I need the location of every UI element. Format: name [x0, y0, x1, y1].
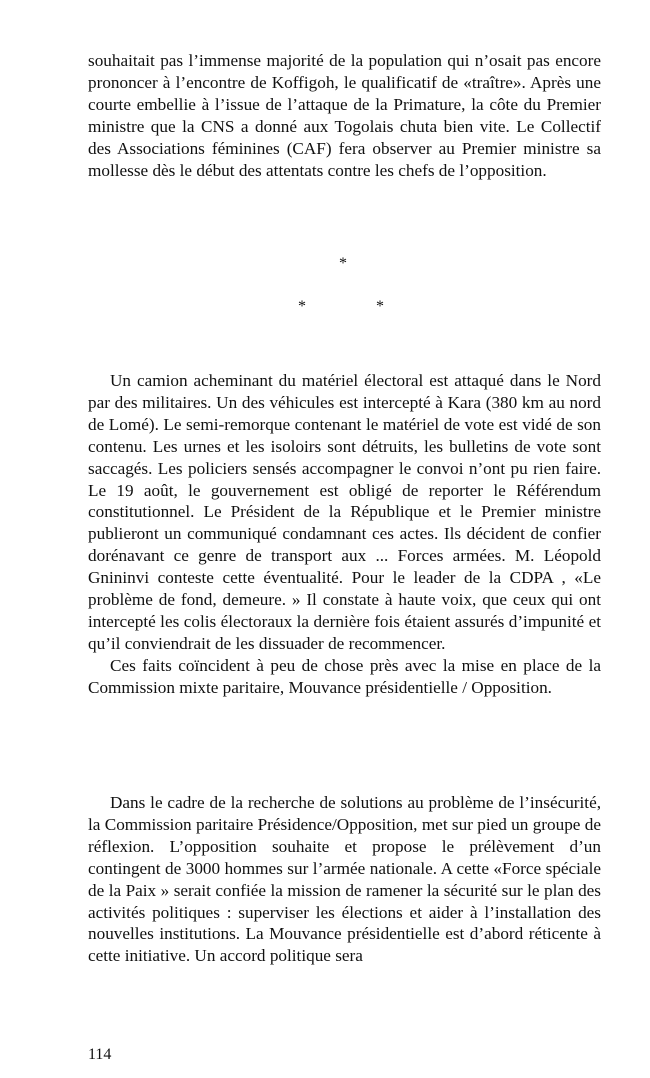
paragraph-commission: Ces faits coïncident à peu de chose près avec la mise en place de la Commission mixte paritaire, Mouvance présidentielle / Opposition. [88, 655, 601, 697]
paragraph-security: Dans le cadre de la recherche de solutions au problème de l’insécurité, la Commission paritaire Présidence/Opposition, met sur pied un groupe de réflexion. L’opposition souhaite et propose le prélèvement d’un contingent de 3000 hommes sur l’armée nationale. A cette «Force spéciale de la Paix » serait confiée la mission de ramener la sécurité sur le plan des activités politiques : superviser les élections et aider à l’installation des nouvelles institutions. La Mouvance présidentielle est d’abord réticente à cette initiative. Un accord politique sera [88, 793, 601, 966]
page-number: 114 [88, 1046, 112, 1063]
closing-text [88, 792, 601, 967]
asterisk-left: * [298, 298, 306, 315]
paragraph-continuation: souhaitait pas l’immense majorité de la population qui n’osait pas encore prononcer à l’encontre de Koffigoh, le qualificatif de «traître». Après une courte embellie à l’issue de l’attaque de la Primature, la côte du Premier ministre que la CNS a donné aux Togolais chuta bien vite. Le Collectif des Associations féminines (CAF) fera observer au Premier ministre sa mollesse dès le début des attentats contre les chefs de l’opposition. [88, 51, 601, 180]
paragraph-convoy-attack: Un camion acheminant du matériel électoral est attaqué dans le Nord par des militaires. Un des véhicules est intercepté à Kara (380 km au nord de Lomé). Le semi-remorque contenant le matériel de vote est vidé de son contenu. Les urnes et les isoloirs sont détruits, les bulletins de vote sont saccagés. Les policiers sensés accompagner le convoi n’ont pu rien faire. Le 19 août, le gouvernement est obligé de reporter le Référendum constitutionnel. Le Président de la République et le Premier ministre publieront un communiqué condamnant ces actes. Ils décident de confier dorénavant ce genre de transport aux ... Forces armées. M. Léopold Gnininvi conteste cette éventualité. Pour le leader de la CDPA , «Le problème de fond, demeure. » Il constate à haute voix, que ceux qui ont intercepté les colis électoraux la dernière fois étaient assurés d’impunité et qu’il conviendrait de les dissuader de recommencer. [88, 371, 601, 653]
asterisk-right: * [376, 298, 384, 315]
opening-text [88, 50, 601, 181]
main-text [88, 370, 601, 699]
asterisk-top: * [339, 255, 347, 272]
